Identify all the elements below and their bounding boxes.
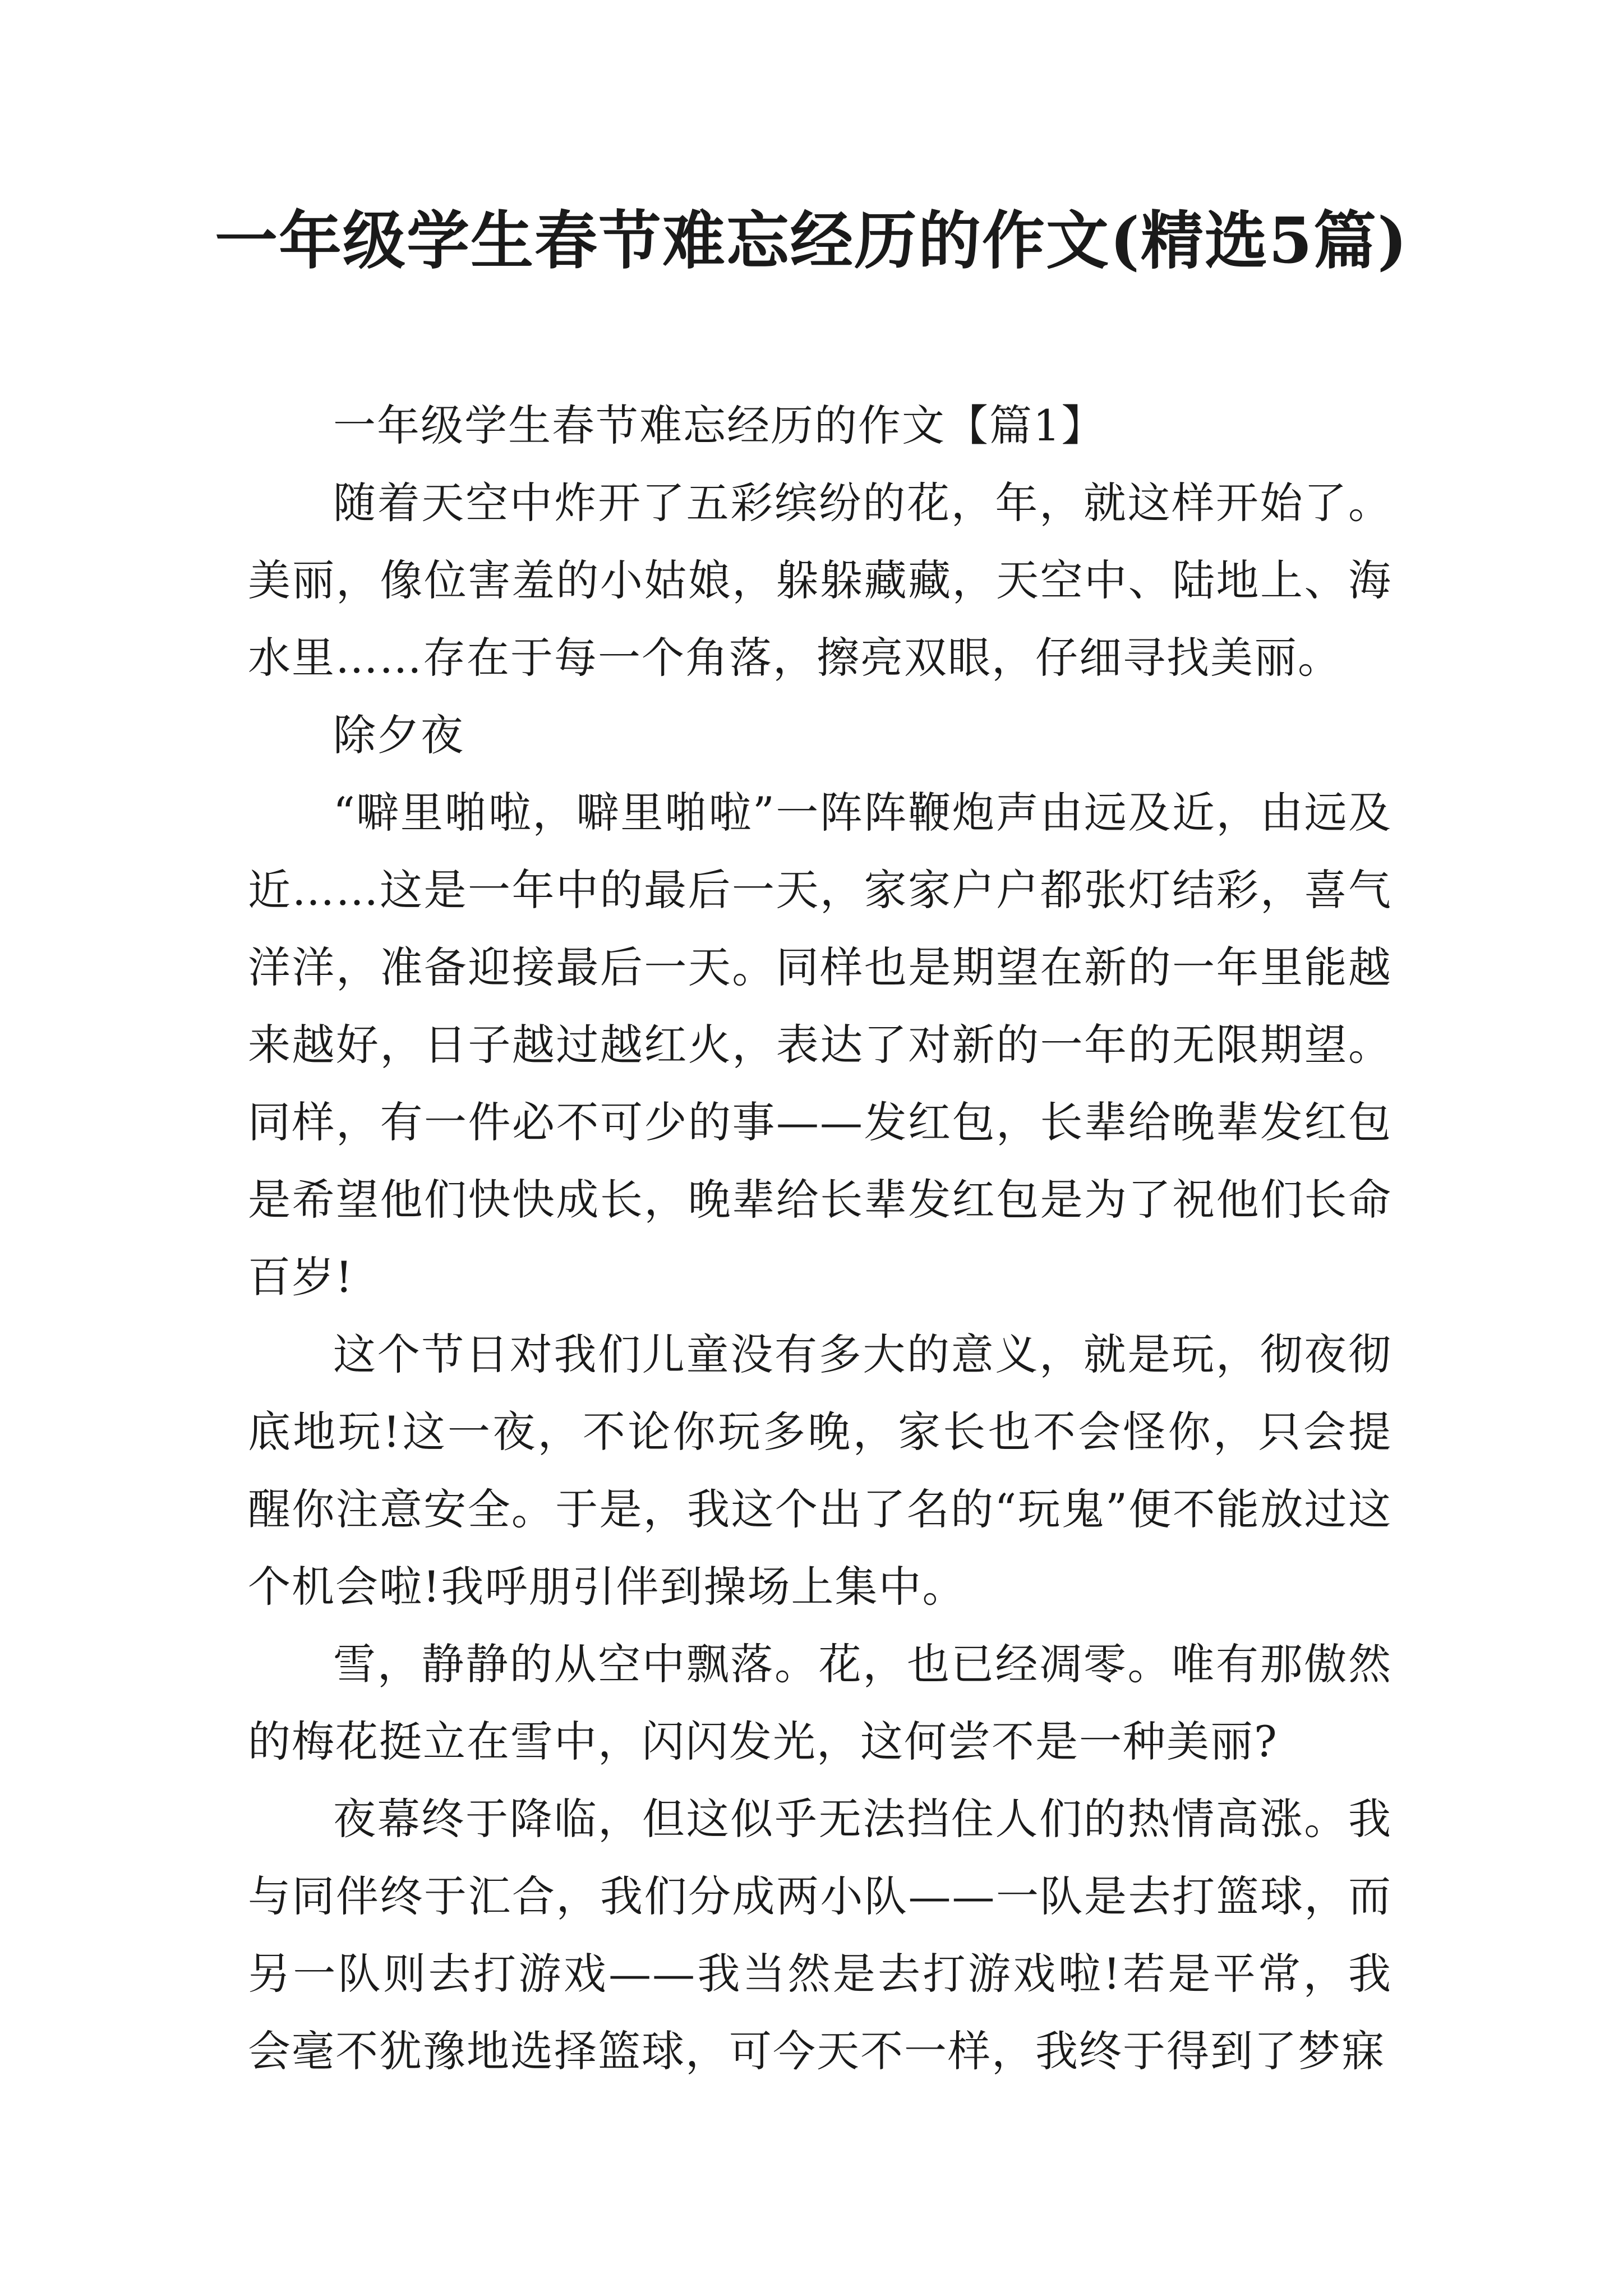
paragraph: 雪，静静的从空中飘落。花，也已经凋零。唯有那傲然的梅花挺立在雪中，闪闪发光，这何尝不是一种美丽?	[248, 1639, 1392, 1766]
paragraph: 随着天空中炸开了五彩缤纷的花，年，就这样开始了。美丽，像位害羞的小姑娘，躲躲藏藏，天空中、陆地上、海水里……存在于每一个角落，擦亮双眼，仔细寻找美丽。	[248, 478, 1392, 683]
document-body	[248, 387, 1392, 2090]
document-title: 一年级学生春节难忘经历的作文(精选5篇)	[215, 204, 1408, 278]
subheading-new-years-eve: 除夕夜	[333, 710, 464, 760]
paragraph: 这个节日对我们儿童没有多大的意义，就是玩，彻夜彻底地玩!这一夜，不论你玩多晚，家长也不会怪你，只会提醒你注意安全。于是，我这个出了名的“玩鬼”便不能放过这个机会啦!我呼朋引伴到操场上集中。	[248, 1329, 1392, 1612]
paragraph: “噼里啪啦，噼里啪啦”一阵阵鞭炮声由远及近，由远及近……这是一年中的最后一天，家家户户都张灯结彩，喜气洋洋，准备迎接最后一天。同样也是期望在新的一年里能越来越好，日子越过越红火，表达了对新的一年的无限期望。同样，有一件必不可少的事——发红包，长辈给晚辈发红包是希望他们快快成长，晚辈给长辈发红包是为了祝他们长命百岁!	[248, 788, 1392, 1302]
paragraph: 夜幕终于降临，但这似乎无法挡住人们的热情高涨。我与同伴终于汇合，我们分成两小队——一队是去打篮球，而另一队则去打游戏——我当然是去打游戏啦!若是平常，我会毫不犹豫地选择篮球，可今天不一样，我终于得到了梦寐	[248, 1794, 1392, 2076]
section-heading: 一年级学生春节难忘经历的作文【篇1】	[333, 401, 1105, 450]
